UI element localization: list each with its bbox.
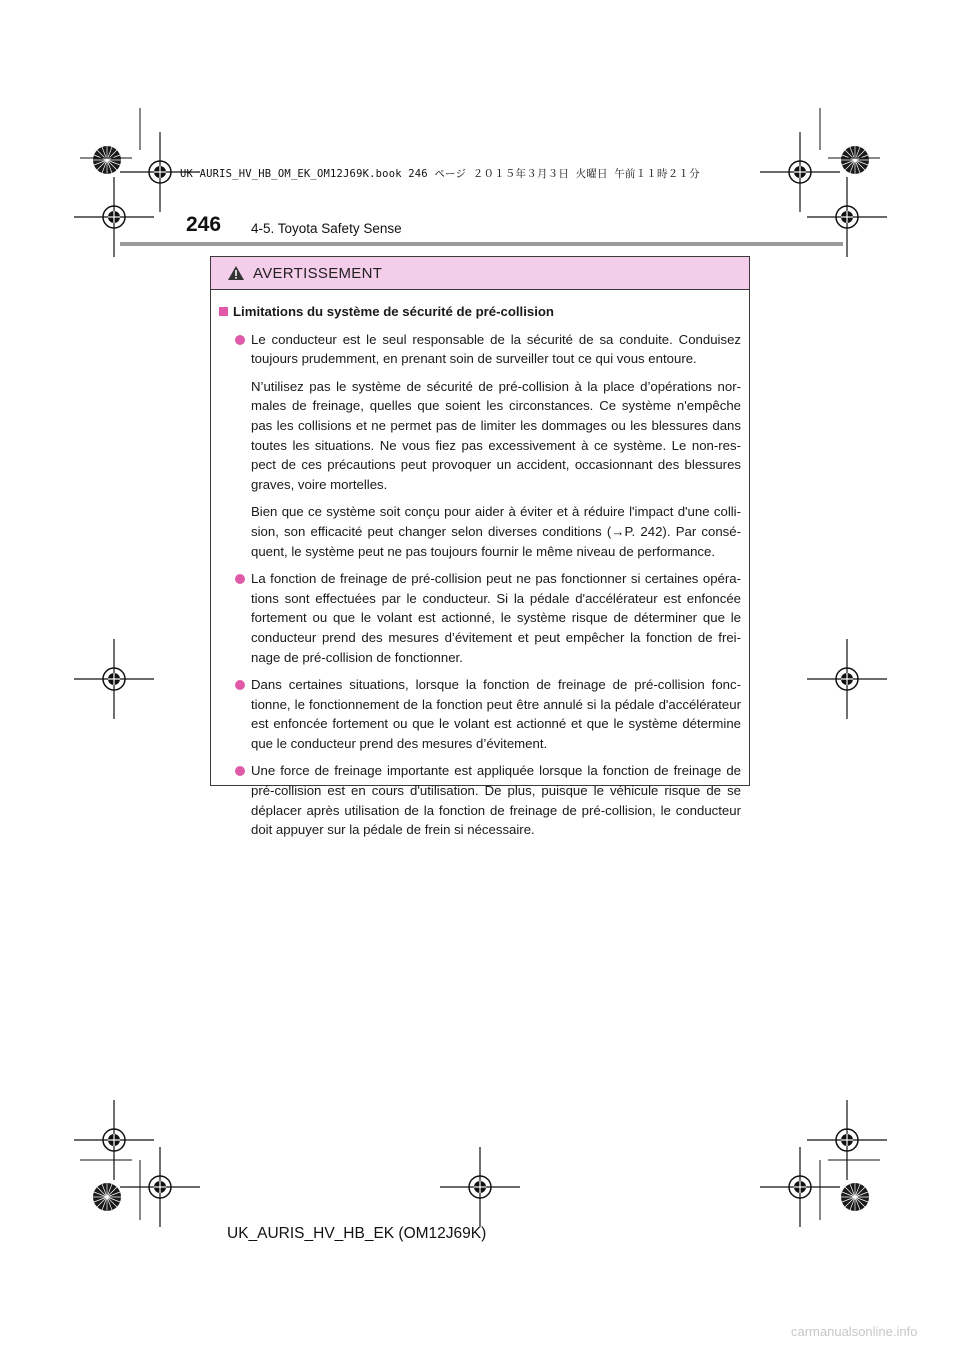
- paragraph: Le conducteur est le seul responsable de la sécurité de sa conduite. Conduisez toujours prudemment, en prenant soin de surveiller tout ce qui vous entoure.: [251, 331, 741, 367]
- registration-mark-icon: [120, 1147, 200, 1227]
- registration-mark-icon: [74, 1100, 154, 1180]
- warning-item: [235, 330, 741, 562]
- registration-mark-icon: [807, 639, 887, 719]
- bullet-icon: [235, 574, 245, 584]
- square-bullet-icon: [219, 307, 228, 316]
- warning-title: AVERTISSEMENT: [253, 264, 383, 282]
- page-number: 246: [186, 213, 222, 236]
- registration-mark-icon: [760, 1147, 840, 1227]
- warning-box: [210, 256, 750, 838]
- book-file-info: UK AURIS_HV_HB_OM_EK_OM12J69K.book 246 ページ ２０１５年３月３日 火曜日 午前１１時２１分: [180, 168, 700, 180]
- bullet-icon: [235, 680, 245, 690]
- paragraph: Une force de freinage importante est appliquée lorsque la fonction de freinage de pré-collision est en cours d'utilisation. De plus, puisque le véhicule risque de se déplacer après utilisation de la fonction de freinage de pré-collision, le conducteur doit appuyer sur la pédale de frein si nécessaire.: [251, 763, 741, 838]
- registration-mark-icon: [841, 1183, 869, 1211]
- warning-item: [235, 761, 741, 839]
- warning-header: [211, 257, 749, 290]
- watermark[interactable]: carmanualsonline.info: [791, 1324, 918, 1339]
- warning-item: [235, 569, 741, 667]
- warning-item: [235, 675, 741, 753]
- registration-mark-icon: [807, 1100, 887, 1180]
- paragraph: N’utilisez pas le système de sécurité de pré-collision à la place d’opérations nor-males de freinage, quelles que soient les circonstances. Ce système n'empêche pas les collisions et ne permet pas de limiter les dommages ou les blessures dans toutes les situations. Ne vous fiez pas excessivement à ce système. Le non-res-pect de ces précautions peut provoquer un accident, occasionnant des blessures graves, voire mortelles.: [251, 378, 741, 492]
- paragraph: Bien que ce système soit conçu pour aider à éviter et à réduire l'impact d'une colli-sion, son efficacité peut changer selon diverses conditions (→P. 242). Par consé-quent, le système peut ne pas toujours fournir le même niveau de performance.: [251, 504, 741, 559]
- warning-body: [211, 290, 749, 840]
- registration-mark-icon: [74, 639, 154, 719]
- registration-mark-icon: [93, 1183, 121, 1211]
- warning-subheading: [219, 302, 741, 322]
- paragraph: Dans certaines situations, lorsque la fonction de freinage de pré-collision fonc-tionne, le fonctionnement de la fonction peut être annulé si la pédale d'accélérateur est enfoncée fortement ou que le volant est actionné et que le système détermine que le conducteur prend des mesures d’évitement.: [251, 677, 741, 751]
- registration-mark-icon: [440, 1147, 520, 1227]
- bullet-icon: [235, 335, 245, 345]
- warning-triangle-icon: [227, 265, 245, 281]
- bullet-icon: [235, 766, 245, 776]
- paragraph: La fonction de freinage de pré-collision peut ne pas fonctionner si certaines opéra-tions sont effectuées par le conducteur. Si la pédale d'accélérateur est enfoncée fortement ou que le volant est actionné, le système risque de déterminer que le conducteur prend des mesures d’évitement et peut empêcher la fonction de frei-nage de pré-collision de fonctionner.: [251, 571, 741, 665]
- registration-mark-icon: [760, 132, 840, 212]
- subheading-text: Limitations du système de sécurité de pré-collision: [233, 304, 554, 319]
- manual-code: UK_AURIS_HV_HB_EK (OM12J69K): [227, 1225, 487, 1242]
- section-title: 4-5. Toyota Safety Sense: [251, 221, 402, 236]
- header-rule: [120, 242, 843, 246]
- registration-mark-icon: [841, 146, 869, 174]
- registration-mark-icon: [93, 146, 121, 174]
